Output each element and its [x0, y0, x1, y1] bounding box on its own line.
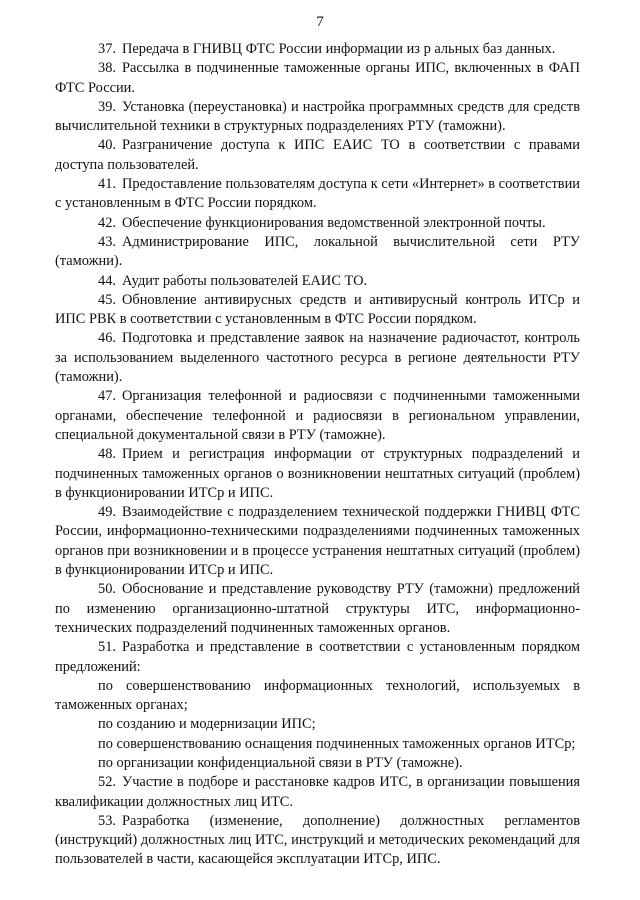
list-item — [55, 233, 580, 272]
item-text: Предоставление пользователям доступа к сети «Интернет» в соответствии с установленным в ФТС России порядком. — [55, 176, 580, 212]
item-number: 44. — [98, 272, 116, 289]
item-text: Прием и регистрация информации от структурных подразделений и подчиненных таможенных органов о возникновении нештатных ситуаций (проблем) в функционировании ИТСр и ИПС. — [55, 446, 580, 501]
sub-item: по совершенствованию информационных технологий, используемых в таможенных органах; — [55, 677, 580, 714]
sub-item: по созданию и модернизации ИПС; — [98, 716, 316, 733]
item-text: Обоснование и представление руководству РТУ (таможни) предложений по изменению организационно-штатной структуры ИТС, информационно-технических подразделений подчиненных таможенных органов. — [55, 581, 580, 636]
list-item — [55, 291, 580, 330]
list-item — [55, 214, 580, 233]
item-number: 50. — [98, 581, 116, 598]
item-number: 45. — [98, 291, 116, 308]
item-number: 41. — [98, 176, 116, 193]
item-number: 47. — [98, 388, 116, 405]
item-text: Рассылка в подчиненные таможенные органы ИПС, включенных в ФАП ФТС России. — [55, 60, 580, 96]
item-text: Администрирование ИПС, локальной вычислительной сети РТУ (таможни). — [55, 233, 580, 270]
list-item — [55, 329, 580, 387]
sub-item: по организации конфиденциальной связи в РТУ (таможне). — [98, 754, 463, 771]
item-text: Обеспечение функционирования ведомственной электронной почты. — [122, 214, 546, 231]
item-number: 38. — [98, 60, 116, 77]
item-text: Взаимодействие с подразделением технической поддержки ГНИВЦ ФТС России, информационно-техническими подразделениями подчиненных таможенных органов при возникновении и в процессе устранения нештатных ситуаций (проблем) в функционировании ИТСр и ИПС. — [55, 504, 580, 579]
list-item — [55, 773, 580, 812]
list-item — [55, 638, 580, 677]
list-item — [55, 98, 580, 137]
item-text: Разработка и представление в соответствии с установленным порядком предложений: — [55, 639, 580, 675]
item-text: Разграничение доступа к ИПС ЕАИС ТО в соответствии с правами доступа пользователей. — [55, 137, 580, 173]
item-text: Подготовка и представление заявок на назначение радиочастот, контроль за использованием выделенного частотного ресурса в регионе деятельности РТУ (таможни). — [55, 330, 580, 386]
item-number: 53. — [98, 812, 116, 829]
item-number: 42. — [98, 214, 116, 231]
item-text: Аудит работы пользователей ЕАИС ТО. — [122, 272, 368, 289]
list-item — [55, 272, 580, 291]
list-item — [55, 59, 580, 98]
item-number: 46. — [98, 330, 116, 347]
list-item — [55, 387, 580, 445]
item-text: Разработка (изменение, дополнение) должностных регламентов (инструкций) должностных лиц ИТС, инструкций и методических рекомендаций для пользователей в части, касающейся эксплуатации ИТСр, ИПС. — [55, 812, 580, 868]
sub-item: по совершенствованию оснащения подчиненных таможенных органов ИТСр; — [98, 735, 576, 752]
item-number: 51. — [98, 639, 116, 656]
list-item — [55, 136, 580, 175]
list-item — [55, 812, 580, 870]
item-number: 48. — [98, 446, 116, 463]
page-number: 7 — [316, 14, 324, 30]
list-item — [55, 445, 580, 503]
item-text: Передача в ГНИВЦ ФТС России информации из р альных баз данных. — [122, 41, 556, 57]
list-item — [55, 175, 580, 214]
item-text: Установка (переустановка) и настройка программных средств для средств вычислительной техники в структурных подразделениях РТУ (таможни). — [55, 98, 580, 135]
item-number: 52. — [98, 774, 116, 791]
list-item — [55, 503, 580, 580]
item-number: 37. — [98, 41, 116, 57]
list-item — [55, 580, 580, 638]
item-text: Организация телефонной и радиосвязи с подчиненными таможенными органами, обеспечение телефонной и радиосвязи в региональном управлении, специальной документальной связи в РТУ (таможне). — [55, 388, 580, 443]
item-number: 39. — [98, 98, 116, 115]
list-item — [55, 40, 580, 59]
item-number: 40. — [98, 137, 116, 154]
item-text: Обновление антивирусных средств и антивирусный контроль ИТСр и ИПС РВК в соответствии с установленным в ФТС России порядком. — [55, 291, 580, 328]
document-body — [55, 40, 580, 870]
item-number: 43. — [98, 233, 116, 250]
item-text: Участие в подборе и расстановке кадров ИТС, в организации повышения квалификации должностных лиц ИТС. — [55, 774, 580, 810]
item-number: 49. — [98, 504, 116, 521]
